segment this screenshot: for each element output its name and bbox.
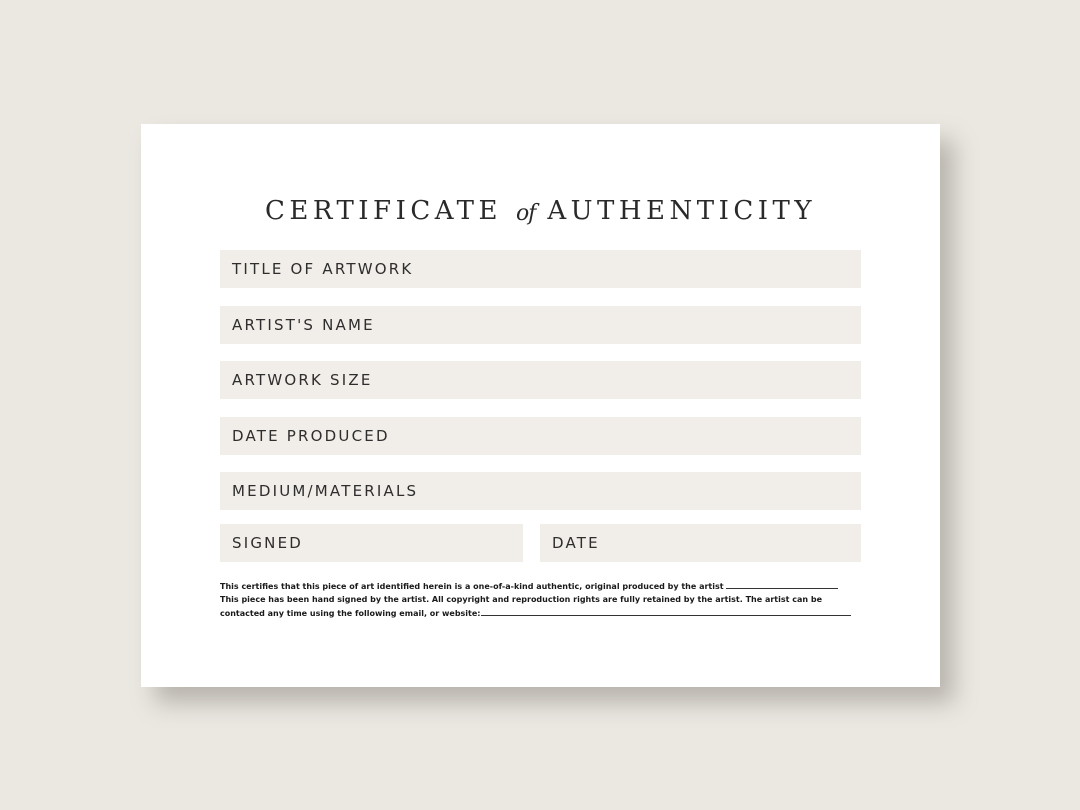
title-of-artwork-field[interactable] [220, 250, 861, 288]
date-label: DATE [552, 534, 600, 552]
medium-materials-label: MEDIUM/MATERIALS [232, 482, 419, 500]
artist-name-field[interactable] [220, 306, 861, 344]
date-produced-label: DATE PRODUCED [232, 427, 390, 445]
artwork-size-label: ARTWORK SIZE [232, 371, 373, 389]
title-word-authenticity: AUTHENTICITY [547, 196, 817, 226]
statement-text-1: This certifies that this piece of art identified herein is a one-of-a-kind authentic, original produced by the artist [220, 582, 724, 591]
date-produced-field[interactable] [220, 417, 861, 455]
statement-text-3: contacted any time using the following email, or website: [220, 609, 481, 618]
artist-name-label: ARTIST'S NAME [232, 316, 375, 334]
medium-materials-field[interactable] [220, 472, 861, 510]
certificate-title [141, 196, 940, 226]
statement-line-3 [220, 606, 860, 621]
statement-line-2 [220, 594, 860, 607]
title-word-of: of [515, 200, 536, 226]
artwork-size-field[interactable] [220, 361, 861, 399]
certificate-card [141, 124, 940, 687]
artist-name-blank-line[interactable] [726, 579, 838, 589]
date-field[interactable] [540, 524, 861, 562]
authenticity-statement [220, 579, 860, 621]
signed-label: SIGNED [232, 534, 304, 552]
contact-blank-line[interactable] [481, 606, 851, 616]
statement-line-1 [220, 579, 860, 594]
statement-text-2: This piece has been hand signed by the artist. All copyright and reproduction rights are fully retained by the artist. The artist can be [220, 594, 822, 604]
signed-field[interactable] [220, 524, 523, 562]
title-of-artwork-label: TITLE OF ARTWORK [232, 260, 414, 278]
title-word-certificate: CERTIFICATE [264, 196, 502, 226]
